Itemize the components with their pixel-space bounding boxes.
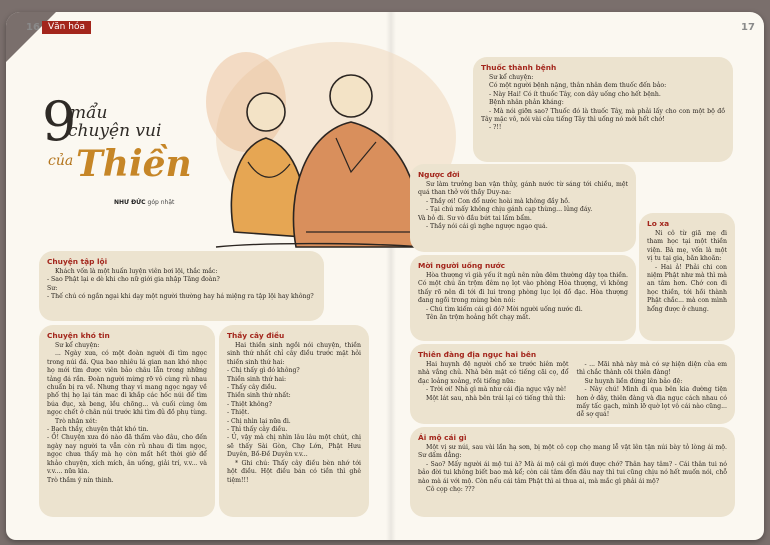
title-line3a: của bbox=[48, 153, 74, 169]
story-heading: Ái mộ cái gì bbox=[418, 433, 467, 442]
story-paragraph: - Chú tìm kiếm cái gì đó? Mời người uống nước đi. bbox=[426, 305, 583, 313]
story-paragraph: * Ghi chú: Thấy cây điều bèn nhớ tới hột điều. Hột điều bán có tiền thì ghê tiệm!!! bbox=[227, 459, 361, 484]
story-paragraph: Cô cọp chọ: ??? bbox=[426, 486, 475, 494]
story-heading: Thầy cây điều bbox=[227, 331, 285, 340]
story-paragraph: Hai thiền sinh ngồi nói chuyện, thiền sinh thứ nhất chỉ cây điều trước mặt hỏi thiền sinh thứ hai: bbox=[227, 342, 361, 366]
story-paragraph: - Này chú! Mình đi qua bên kia đường tiện hơn ở đây, thiên đàng và địa ngục cách nhau có mấy tấc gạch, mình lỡ quờ lọt vô cái nào cũng... dễ sợ quá! bbox=[576, 386, 727, 419]
story-paragraph: - ?!! bbox=[489, 124, 502, 132]
page-number-left: 16 bbox=[26, 22, 40, 33]
story-paragraph: Và bỏ đi. Sư vò đầu bứt tai lấm bẩm. bbox=[418, 214, 532, 222]
story-paragraph: - Tại chú mấy không chịu gánh cạp thùng... lủng đáy. bbox=[426, 206, 593, 214]
page-paper bbox=[6, 12, 764, 540]
story-paragraph: Một vị sư núi, sau vài lần hạ sơn, bị một cô cọp chọ mang lễ vật lên tận núi bày tỏ lòng ái mộ. Sư dấm dẳng: bbox=[418, 444, 727, 460]
story-paragraph: - Trời ơi! Nhà gì mà như cái địa ngục vậy nè! bbox=[426, 386, 567, 394]
story-paragraph: Khách vốn là một huấn luyện viên bơi lội, thắc mắc: bbox=[55, 268, 218, 275]
story-paragraph: - Thấy cây điều. bbox=[227, 384, 277, 392]
two-column bbox=[418, 361, 727, 420]
story-paragraph: - Ồ! Chuyện xưa đó nào đã thấm vào đâu, cho đến ngày nay người ta vẫn còn rủ nhau đi tìm ngọc, ngọc chưa thấy mà họ còn mất hết thời giờ để khảo chuyện, xích mích, ân uống, giải trí, v.v... và v.v.... nữa kia. bbox=[47, 434, 207, 476]
story-paragraph: Ni cô từ giã mẹ đi tham học tại một thiền viện. Bà mẹ, vốn là một vị tu tại gia, băn khoăn: bbox=[647, 230, 727, 263]
story-paragraph: - Mà nói giỡn sao? Thuốc đó là thuốc Tây, mà phải lấy cho con một bộ đồ Tây mặc vô, nói vài câu tiếng Tây thì uống nó mới hết chớ! bbox=[481, 107, 725, 124]
story-cay-dieu bbox=[219, 325, 369, 517]
story-heading: Chuyện tập lội bbox=[47, 257, 108, 266]
story-paragraph: - ... Mãi nhà này mà có sự hiện diện của em thì chắc thành cõi thiên đàng! bbox=[576, 361, 727, 377]
story-paragraph: Sư huynh liền đứng lên bảo đệ: bbox=[584, 377, 683, 385]
story-dia-nguc bbox=[410, 344, 735, 424]
story-heading: Chuyện khó tin bbox=[47, 331, 110, 340]
story-paragraph: - Sao? Mấy người ái mộ tui à? Mà ái mộ cái gì mới được chớ? Thân hay tâm? - Cái thân tui nó bảo đời tui không biết bao mà kể; còn cái tâm đến đâu nay thì tui cũng chịu nó hết muốn nói, chỗ nào mà ái với mộ. Còn nếu cái tâm Phật thì ai thua ai, mà mắc gì phải ái mộ? bbox=[418, 460, 727, 485]
title-line1: mẩu bbox=[70, 103, 108, 123]
story-paragraph: Sư làm trưởng ban vận thủy, gánh nước từ sáng tới chiều, mệt quá than thở với thầy Duy-na: bbox=[418, 181, 628, 197]
author-suffix: góp nhặt bbox=[147, 199, 175, 206]
story-kho-tin bbox=[39, 325, 215, 517]
story-paragraph: - Chị thấy gì đó không? bbox=[227, 367, 300, 375]
story-paragraph: - Thì thấy cây điều. bbox=[227, 426, 288, 434]
story-paragraph: - Bạch thầy, chuyện thật khó tin. bbox=[47, 426, 149, 434]
story-paragraph: Hai huynh đệ người chố xe trước hiên một nhà vắng chủ. Nhà bên mặt có tiếng cãi cọ, đổ đạc loảng xoảng, rồi tiếng nữa: bbox=[418, 361, 569, 385]
story-tap-loi bbox=[39, 251, 324, 321]
article-title bbox=[42, 90, 222, 197]
story-thuoc-thanh-benh bbox=[473, 57, 733, 162]
story-heading: Thiên đàng địa ngục hai bên bbox=[418, 350, 537, 359]
section-tag: Văn hóa bbox=[42, 21, 91, 34]
story-paragraph: - Thiệt. bbox=[227, 409, 250, 417]
story-paragraph: - Sao Phật lại e dè khi cho nữ giới gia nhập Tăng đoàn? bbox=[47, 276, 220, 284]
title-line2: chuyện vui bbox=[68, 121, 162, 141]
author-byline bbox=[114, 199, 174, 206]
story-paragraph: Hòa thượng vì già yếu ít ngủ nên nửa đêm thường dậy tọa thiền. Có một chú ăn trộm đêm nọ lọt vào phòng Hòa thượng, vì không thấy rõ nên đi tới đi lui trong phòng lục lọi đồ đạc. Hòa thượng đang ngồi trong mùng bèn nói: bbox=[418, 272, 628, 305]
story-paragraph: - Hai ả! Phải chi con niệm Phật như mà thì mà an tâm hơn. Chớ con đi học thiền, tới hồi thành Phật chắc... mà con mình hổng được ở chung. bbox=[647, 263, 727, 313]
story-paragraph: - Thầy nói cái gì nghe ngược ngạo quá. bbox=[426, 223, 548, 231]
story-lo-xa bbox=[639, 213, 735, 341]
story-paragraph: Sư kể chuyện: bbox=[489, 74, 534, 81]
column-right bbox=[577, 361, 728, 420]
story-paragraph: Một lát sau, nhà bên trái lại có tiếng thủ thì: bbox=[426, 394, 566, 402]
title-number: 9 bbox=[42, 90, 77, 153]
story-paragraph: Trò nhận xét: bbox=[55, 417, 98, 425]
page-number-right: 17 bbox=[741, 22, 755, 33]
story-paragraph: Tên ăn trộm hoảng hốt chạy mất. bbox=[426, 314, 531, 322]
story-paragraph: - Chị nhìn lại nữa đi. bbox=[227, 417, 291, 425]
story-heading: Lo xa bbox=[647, 219, 670, 228]
story-paragraph: Trò thầm ý nín thinh. bbox=[47, 476, 114, 484]
story-paragraph: ... Ngày xưa, có một đoàn người đi tìm ngọc trong núi đá. Qua bao nhiêu lá gian nan khó nhọc họ mới tìm được viên bảo châu lẫn trong những tảng đá rắn. Đoàn người mừng rỡ vô cùng rủ nhau chuẩn bị ra về. Nhưng thay vì mang ngọc ngay về phố thị họ lại tán mac đi khắp các hốc núi để tìm búa đục, xà beng, lều chõng... và cuối cùng ôm ngọc chết ở chân núi trước khi tìm đủ đồ phụ tùng. bbox=[47, 350, 207, 417]
folded-corner bbox=[6, 12, 56, 62]
story-heading: Mời người uống nước bbox=[418, 261, 505, 270]
story-paragraph: - Ủ, vậy mà chị nhìn lâu lâu một chút, chị sẽ thấy Sài Gòn, Chợ Lớn, Phật Hưu Duyên, Bồ-Đề Duyên v.v... bbox=[227, 434, 361, 459]
story-paragraph: Thiền sinh thứ nhất: bbox=[227, 392, 291, 400]
author-name: NHƯ ĐỨC bbox=[114, 199, 146, 206]
story-paragraph: - Này Hai! Có ít thuốc Tây, con dây uống cho hết bệnh. bbox=[489, 90, 661, 98]
story-nguoc-doi bbox=[410, 164, 636, 252]
story-paragraph: Có một người bệnh nặng, thân nhân đem thuốc đến bảo: bbox=[489, 82, 667, 90]
title-line3b: Thiền bbox=[76, 143, 192, 185]
story-paragraph: - Thiệt không? bbox=[227, 400, 272, 408]
story-heading: Ngược đời bbox=[418, 170, 460, 179]
column-left bbox=[418, 361, 569, 420]
story-paragraph: Thiền sinh thứ hai: bbox=[227, 375, 287, 383]
story-paragraph: Sư: bbox=[47, 284, 58, 292]
story-heading: Thuốc thành bệnh bbox=[481, 63, 557, 72]
story-ai-mo bbox=[410, 427, 735, 517]
story-paragraph: Sư kể chuyện: bbox=[55, 342, 100, 349]
story-paragraph: Bệnh nhân phản kháng: bbox=[489, 99, 564, 107]
story-uong-nuoc bbox=[410, 255, 636, 341]
story-paragraph: - Thế chú có ngần ngại khi dạy một người thường hay há miệng ra tập lội hay không? bbox=[47, 293, 314, 301]
story-paragraph: - Thầy ơi! Con đổ nước hoài mà không đầy hồ. bbox=[426, 197, 571, 205]
